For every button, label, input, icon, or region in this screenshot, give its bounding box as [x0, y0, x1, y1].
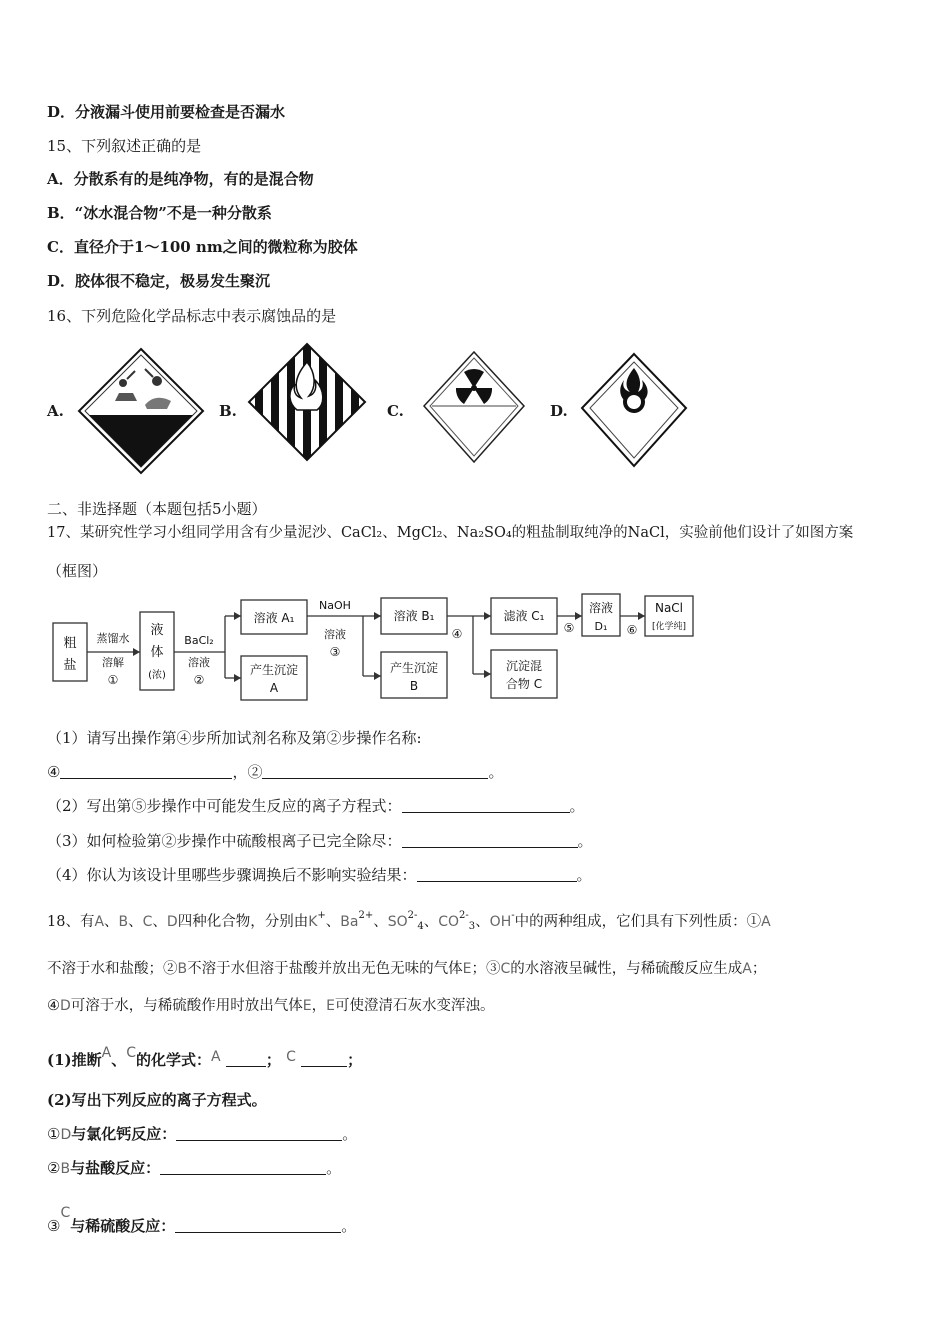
q18-reaction1-row	[47, 1124, 357, 1145]
op3-name: 溶液	[324, 628, 346, 641]
compound-c: C	[500, 961, 511, 977]
compound-c: C	[286, 1049, 296, 1065]
sep: 、	[475, 914, 490, 930]
op2-name: 溶液	[188, 656, 210, 669]
end: 。	[342, 1125, 358, 1143]
q18-answer-a[interactable]	[226, 1052, 266, 1067]
op3-reagent: NaOH	[319, 599, 351, 612]
q18-text: ④	[47, 998, 60, 1014]
q17-stem: 17、某研究性学习小组同学用含有少量泥沙、CaCl₂、MgCl₂、Na₂SO₄的粗盐制取纯净的NaCl，实验前他们设计了如图方案	[47, 525, 854, 541]
q18-text: 可使澄清石灰水变浑浊。	[335, 998, 495, 1014]
q17-part1-circle4: ④	[47, 763, 61, 781]
ion-hydroxide: OH	[489, 914, 512, 930]
label-precipitate-a-1: 产生沉淀	[249, 663, 299, 677]
corrosive-sign-icon	[75, 345, 207, 477]
label-chem-pure: [化学纯]	[651, 622, 687, 632]
q18-text: ；③	[471, 961, 501, 977]
q15-option-a: A．分散系有的是纯净物，有的是混合物	[47, 170, 314, 188]
q17-part2-row	[47, 796, 585, 816]
ion-hydroxide-charge: -	[511, 910, 515, 921]
q18-text: 中的两种组成，它们具有下列性质：①	[514, 914, 762, 930]
q17-part3-end: 。	[577, 832, 593, 850]
q18-text: 不溶于水和盐酸；②	[47, 961, 178, 977]
compound-d: D	[60, 998, 71, 1014]
q17-answer-part4[interactable]	[417, 867, 577, 882]
oxidizer-sign-icon	[578, 350, 690, 470]
ion-carbonate: CO	[438, 914, 460, 930]
op2-reagent: BaCl₂	[184, 634, 214, 647]
compound-a: A	[742, 961, 752, 977]
label-crude-2: 盐	[63, 658, 77, 673]
q15-option-d: D．胶体很不稳定，极易发生聚沉	[47, 272, 271, 290]
compound-c: C	[126, 1045, 137, 1061]
op5-number: ⑤	[563, 621, 575, 635]
q18-part1-row	[47, 1043, 362, 1070]
op1-name: 溶解	[102, 656, 124, 669]
ion-k: K	[308, 914, 318, 930]
ion-sulfate-charge: 2-	[407, 910, 418, 921]
ion-ba-charge: 2+	[358, 910, 374, 921]
q16-label-c: C.	[387, 402, 404, 420]
label-solution-b1: 溶液 B₁	[393, 609, 435, 623]
compound-d: D	[60, 1127, 72, 1143]
q18-answer-r3[interactable]	[175, 1218, 341, 1233]
flow-diagram	[47, 592, 707, 704]
label-solution-d1-1: 溶液	[588, 601, 614, 615]
compound-b: B	[177, 961, 188, 977]
op4-number: ④	[451, 627, 463, 641]
q18-reaction3: 与稀硫酸反应：	[70, 1217, 176, 1235]
q17-part1-sep: ，②	[232, 763, 263, 781]
q17-part4-row	[47, 865, 592, 885]
q18-text: 18、有	[47, 914, 95, 930]
label-precipitate-c-1: 沉淀混	[505, 659, 543, 673]
q15-stem: 15、下列叙述正确的是	[47, 137, 202, 155]
compound-a: A	[94, 914, 105, 930]
label-liquid-3: (浓)	[148, 670, 166, 681]
sep: ；	[347, 1051, 363, 1069]
q14-option-d: D．分液漏斗使用前要检查是否漏水	[47, 103, 286, 121]
q17-answer-step2[interactable]	[262, 764, 488, 779]
ion-sulfate-sub: 4	[417, 921, 424, 932]
sep: 、	[325, 914, 341, 930]
gas-e: E	[326, 998, 335, 1014]
sep: 、	[373, 914, 388, 930]
sep: 、	[128, 914, 143, 930]
op1-number: ①	[107, 673, 119, 687]
label-crude-1: 粗	[63, 636, 77, 651]
gas-e: E	[302, 998, 312, 1014]
q17-part1-answers	[47, 762, 503, 782]
q18-part2: (2)写出下列反应的离子方程式。	[47, 1091, 267, 1109]
q18-text: ，	[311, 998, 327, 1014]
compound-c: C	[142, 914, 153, 930]
flammable-solid-sign-icon	[245, 340, 369, 464]
end: 。	[341, 1217, 357, 1235]
op3-number: ③	[329, 645, 341, 659]
compound-c: C	[60, 1205, 71, 1221]
radioactive-sign-icon	[420, 348, 528, 466]
q16-label-a: A.	[47, 402, 64, 420]
q17-part2-end: 。	[569, 797, 585, 815]
q18-text: 不溶于水但溶于盐酸并放出无色无味的气体	[187, 961, 463, 977]
label-precipitate-b-2: B	[409, 679, 419, 693]
label-precipitate-b-1: 产生沉淀	[389, 661, 439, 675]
q18-part1: (1)推断	[47, 1051, 102, 1069]
gas-e: E	[462, 961, 472, 977]
sep: 、	[104, 914, 119, 930]
q17-part4-end: 。	[576, 866, 592, 884]
label-solution-a1: 溶液 A₁	[253, 611, 295, 625]
ion-sulfate: SO	[387, 914, 408, 930]
q15-option-c: C．直径介于1～100 nm之间的微粒称为胶体	[47, 238, 358, 256]
q18-reaction2-row	[47, 1158, 341, 1179]
q18-answer-c[interactable]	[301, 1052, 347, 1067]
q18-text: 可溶于水，与稀硫酸作用时放出气体	[70, 998, 303, 1014]
q15-option-b: B．“冰水混合物”不是一种分散系	[47, 204, 272, 222]
q17-stem-cont: （框图）	[47, 562, 108, 580]
q17-part1: （1）请写出操作第④步所加试剂名称及第②步操作名称:	[47, 729, 422, 747]
label-liquid-1: 液	[150, 623, 164, 638]
label-liquid-2: 体	[150, 645, 164, 660]
circle-1: ①	[47, 1125, 61, 1143]
label-precipitate-a-2: A	[269, 681, 279, 695]
circle-2: ②	[47, 1159, 61, 1177]
q18-line1	[47, 906, 771, 937]
q18-reaction3-row	[47, 1203, 356, 1236]
q16-stem: 16、下列危险化学品标志中表示腐蚀品的是	[47, 307, 337, 325]
ion-carbonate-charge: 2-	[459, 910, 469, 921]
q17-part3: （3）如何检验第②步操作中硫酸根离子已完全除尽：	[47, 832, 402, 850]
q17-part3-row	[47, 831, 593, 851]
q17-answer-part2[interactable]	[402, 798, 570, 813]
sep: ；	[265, 1051, 281, 1069]
q18-reaction2: 与盐酸反应：	[70, 1159, 161, 1177]
q18-answer-r2[interactable]	[160, 1160, 326, 1175]
q18-text: ；	[751, 961, 767, 977]
label-precipitate-c-2: 合物 C	[505, 677, 543, 691]
label-filtrate-c1: 滤液 C₁	[503, 609, 545, 623]
sep: 、	[423, 914, 439, 930]
op6-number: ⑥	[626, 623, 638, 637]
compound-a: A	[211, 1049, 221, 1065]
sep: 、	[111, 1051, 127, 1069]
q17-part4: （4）你认为该设计里哪些步骤调换后不影响实验结果：	[47, 866, 417, 884]
label-solution-d1-2: D₁	[594, 620, 608, 633]
compound-a: A	[761, 914, 771, 930]
compound-b: B	[60, 1161, 71, 1177]
q17-answer-step4[interactable]	[60, 764, 232, 779]
ion-carbonate-sub: 3	[468, 921, 476, 932]
q18-text: 四种化合物，分别由	[177, 914, 309, 930]
compound-a: A	[101, 1045, 112, 1061]
q18-text: 的水溶液呈碱性，与稀硫酸反应生成	[510, 961, 743, 977]
section-2-heading: 二、非选择题（本题包括5小题）	[47, 500, 267, 518]
q17-part2: （2）写出第⑤步操作中可能发生反应的离子方程式：	[47, 797, 402, 815]
q17-answer-part3[interactable]	[402, 833, 578, 848]
compound-b: B	[118, 914, 129, 930]
circle-3: ③	[47, 1217, 61, 1235]
op2-number: ②	[193, 673, 205, 687]
q18-line3	[47, 996, 495, 1016]
q18-answer-r1[interactable]	[176, 1126, 342, 1141]
end: 。	[326, 1159, 342, 1177]
q18-line2	[47, 959, 766, 979]
q17-part1-end: 。	[488, 763, 504, 781]
op1-reagent: 蒸馏水	[96, 632, 130, 645]
q18-part1-text: 的化学式：	[136, 1051, 212, 1069]
q16-label-b: B.	[219, 402, 237, 420]
ion-k-charge: +	[317, 910, 326, 921]
label-nacl: NaCl	[654, 601, 684, 615]
sep: 、	[152, 914, 167, 930]
q16-label-d: D.	[550, 402, 568, 420]
compound-d: D	[166, 914, 178, 930]
ion-ba: Ba	[340, 914, 359, 930]
q18-reaction1: 与氯化钙反应：	[71, 1125, 177, 1143]
